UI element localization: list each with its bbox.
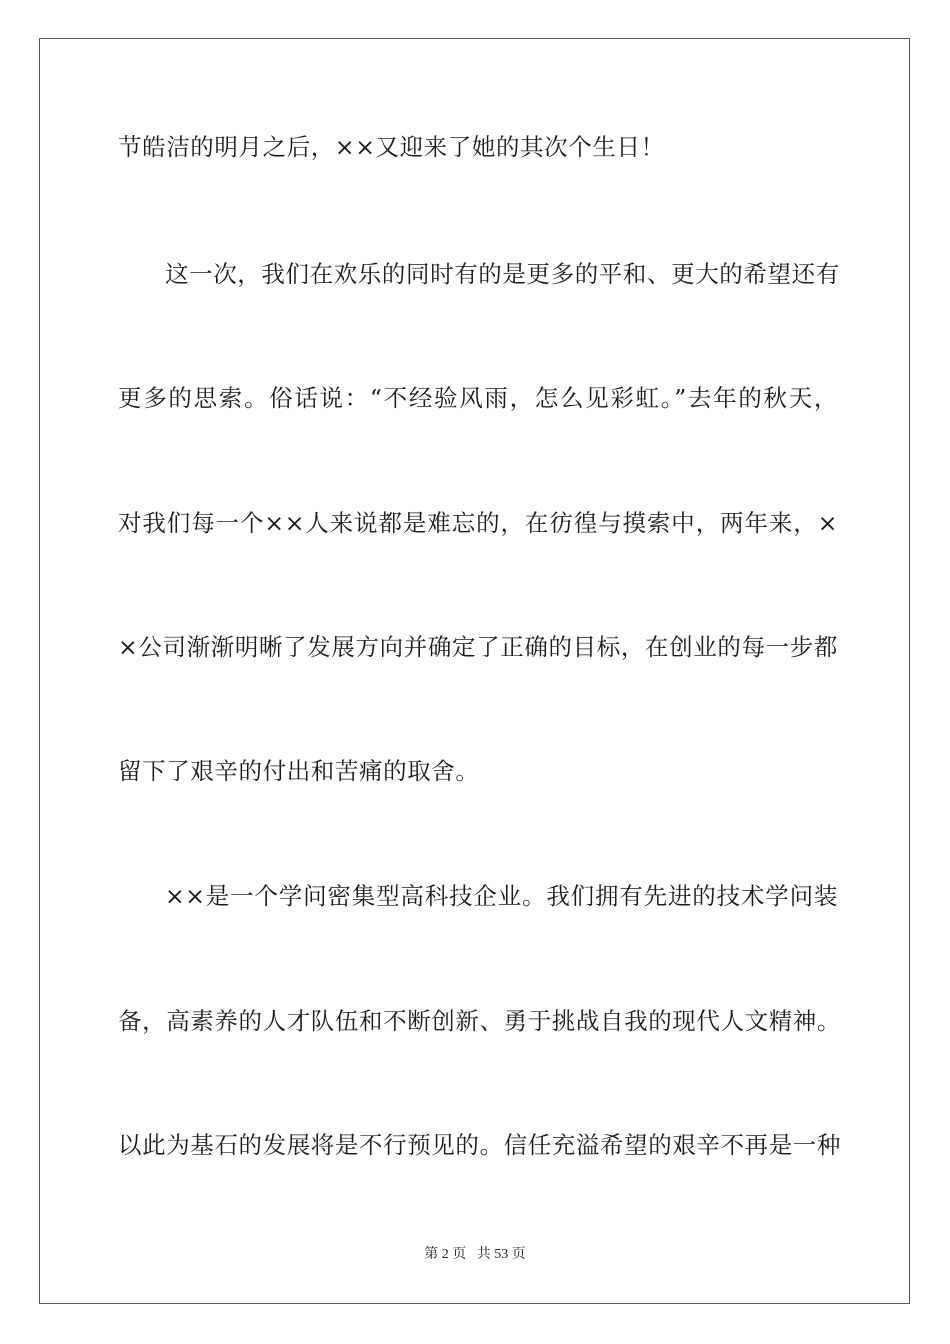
body-text-line-7: ××是一个学问密集型高科技企业。我们拥有先进的技术学问装	[165, 882, 838, 910]
page-footer	[0, 1246, 950, 1264]
body-text-line-1: 节皓洁的明月之后，××又迎来了她的其次个生日！	[118, 133, 665, 161]
page-number: 第 2 页	[424, 1247, 467, 1262]
page-border	[39, 38, 910, 1304]
body-text-line-6: 留下了艰辛的付出和苦痛的取舍。	[118, 757, 480, 785]
body-text-line-2: 这一次，我们在欢乐的同时有的是更多的平和、更大的希望还有	[165, 260, 840, 288]
body-text-line-8: 备，高素养的人才队伍和不断创新、勇于挑战自我的现代人文精神。	[118, 1007, 841, 1035]
body-text-line-5: ×公司渐渐明晰了发展方向并确定了正确的目标，在创业的每一步都	[118, 633, 838, 661]
page-total: 共 53 页	[476, 1247, 526, 1262]
body-text-line-9: 以此为基石的发展将是不行预见的。信任充溢希望的艰辛不再是一种	[118, 1131, 841, 1159]
body-text-line-4: 对我们每一个××人来说都是难忘的，在彷徨与摸索中，两年来，×	[118, 509, 838, 537]
body-text-line-3: 更多的思索。俗话说：“不经验风雨，怎么见彩虹。”去年的秋天，	[118, 384, 838, 412]
